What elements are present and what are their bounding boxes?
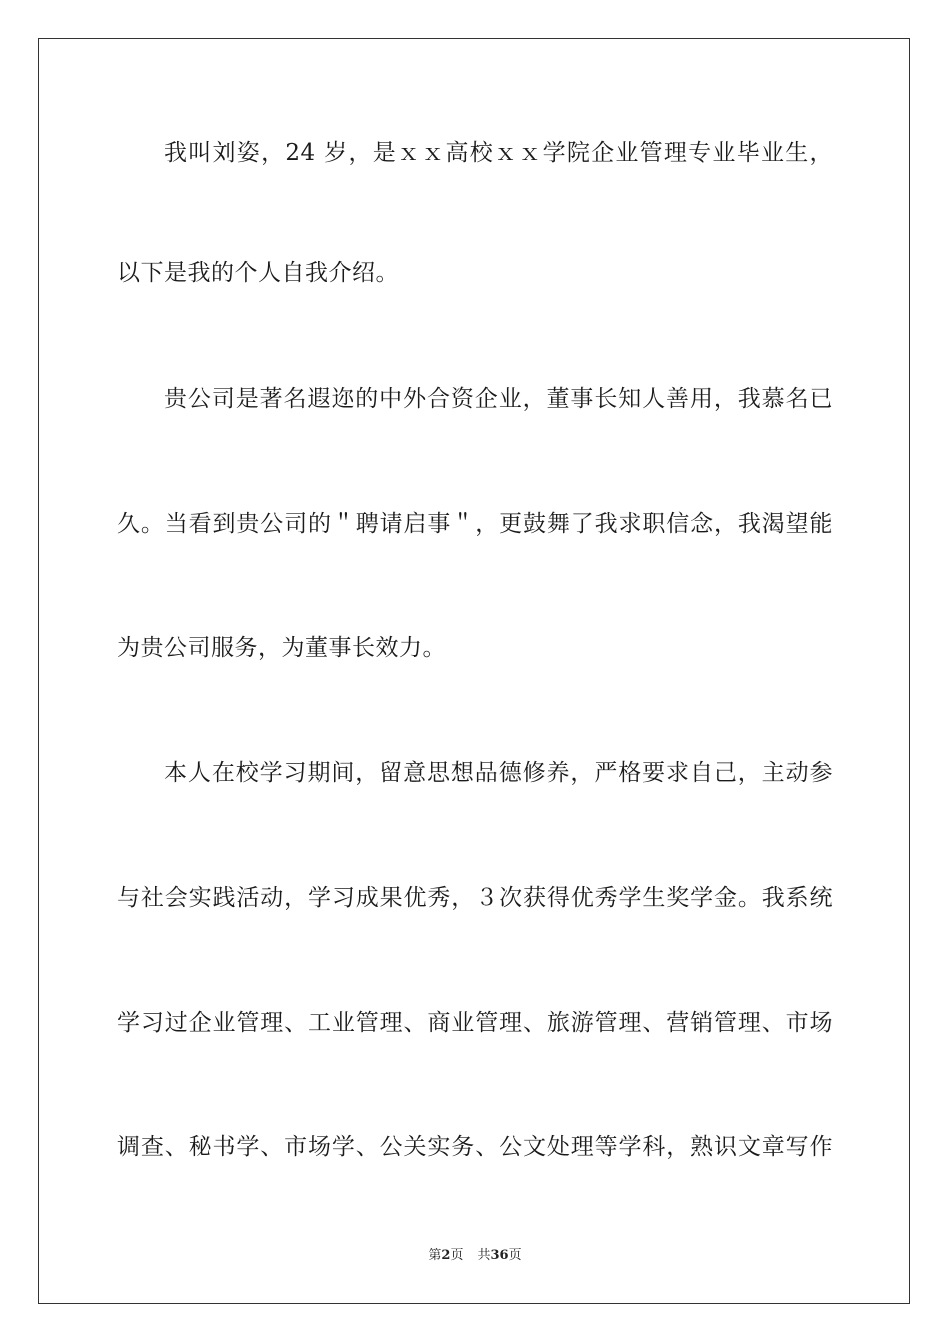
paragraph-line: 为贵公司服务，为董事长效力。	[117, 635, 446, 661]
paragraph-line: 与社会实践活动，学习成果优秀，３次获得优秀学生奖学金。我系统	[117, 885, 833, 911]
page-label-suffix: 页	[450, 1248, 464, 1263]
page-footer	[0, 1248, 950, 1264]
paragraph-line: 学习过企业管理、工业管理、商业管理、旅游管理、营销管理、市场	[117, 1010, 833, 1036]
paragraph-line: 以下是我的个人自我介绍。	[117, 260, 399, 286]
page-number: 2	[441, 1248, 451, 1263]
paragraph-line: 我叫刘姿，24 岁，是ｘｘ高校ｘｘ学院企业管理专业毕业生，	[164, 140, 833, 166]
total-label-prefix: 共	[477, 1248, 491, 1263]
paragraph-line: 调查、秘书学、市场学、公关实务、公文处理等学科，熟识文章写作	[117, 1134, 833, 1160]
total-pages: 36	[490, 1248, 509, 1263]
paragraph-line: 贵公司是著名遐迩的中外合资企业，董事长知人善用，我慕名已	[164, 386, 833, 412]
paragraph-line: 久。当看到贵公司的＂聘请启事＂，更鼓舞了我求职信念，我渴望能	[117, 511, 833, 537]
paragraph-line: 本人在校学习期间，留意思想品德修养，严格要求自己，主动参	[164, 760, 833, 786]
total-label-suffix: 页	[508, 1248, 522, 1263]
page-label-prefix: 第	[428, 1248, 442, 1263]
page-border	[38, 38, 910, 1304]
